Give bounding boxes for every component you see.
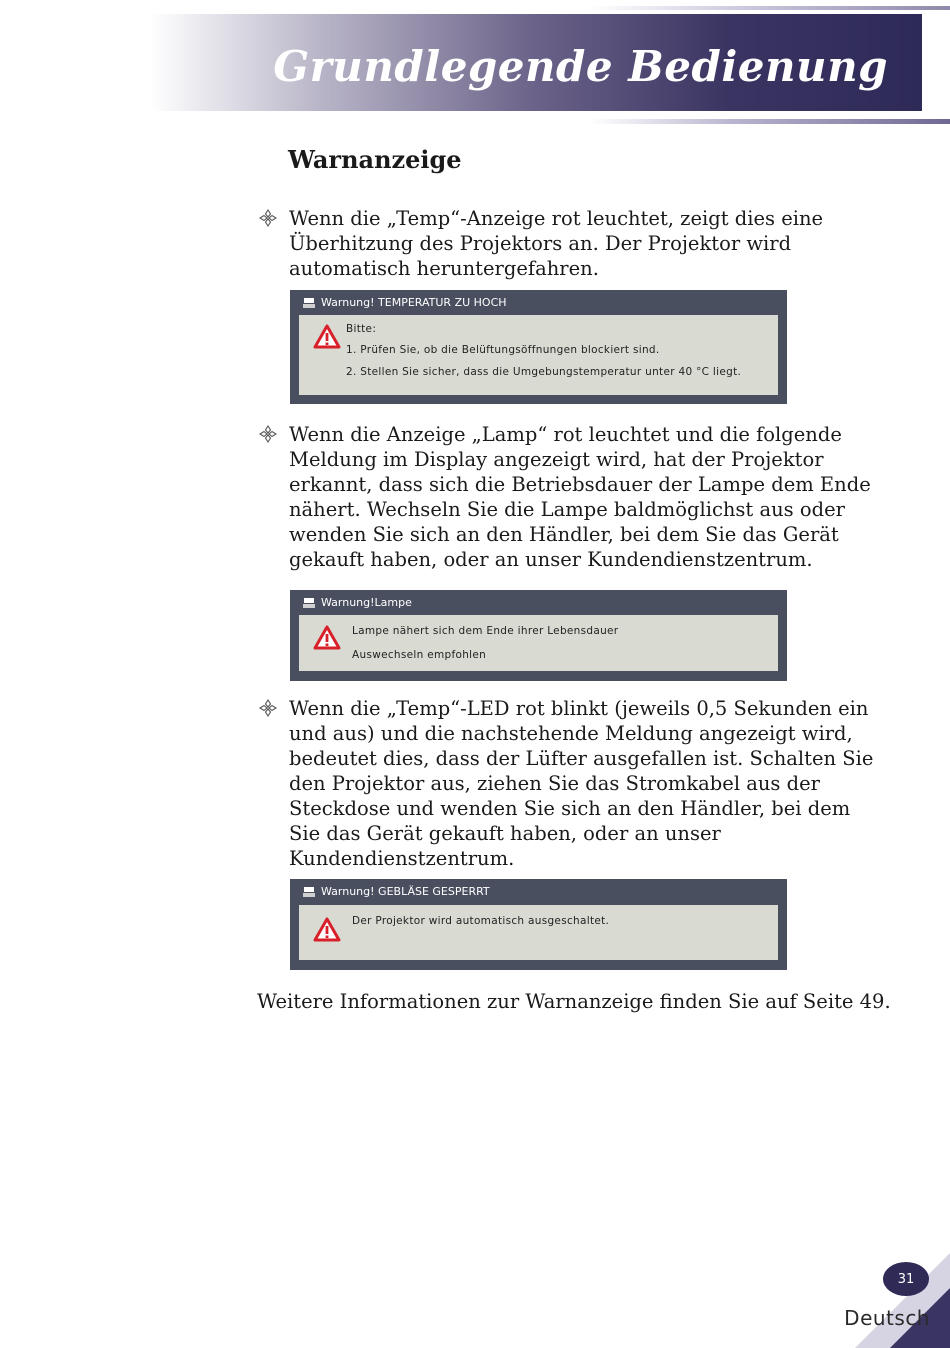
warning-dialog-lamp — [290, 590, 787, 681]
bullet-text: Wenn die „Temp“-Anzeige rot leuchtet, zeigt dies eine Überhitzung des Projektors an. Der Projektor wird automatisch heruntergefahren. — [289, 207, 824, 280]
dialog-title-bar — [290, 290, 787, 315]
page-number: 31 — [883, 1262, 929, 1296]
reference-note: Weitere Informationen zur Warnanzeige finden Sie auf Seite 49. — [257, 990, 891, 1013]
chapter-title: Grundlegende Bedienung — [273, 42, 888, 91]
dialog-title: Warnung! GEBLÄSE GESPERRT — [321, 885, 490, 898]
dialog-title: Warnung!Lampe — [321, 596, 412, 609]
warning-triangle-icon — [313, 625, 341, 650]
projector-icon — [302, 886, 316, 898]
dialog-line: Bitte: — [346, 323, 377, 335]
four-diamond-bullet-icon — [258, 208, 278, 228]
bullet-item — [258, 696, 878, 871]
projector-icon — [302, 597, 316, 609]
dialog-title-bar — [290, 590, 787, 615]
dialog-line: Auswechseln empfohlen — [352, 649, 487, 661]
four-diamond-bullet-icon — [258, 698, 278, 718]
section-title: Warnanzeige — [288, 145, 462, 174]
dialog-line: Lampe nähert sich dem Ende ihrer Lebensdauer — [352, 625, 619, 637]
dialog-line: Der Projektor wird automatisch ausgeschaltet. — [352, 915, 610, 927]
header-line-bottom — [590, 119, 950, 124]
bullet-text: Wenn die Anzeige „Lamp“ rot leuchtet und die folgende Meldung im Display angezeigt wird, hat der Projektor erkannt, dass sich die Betriebsdauer der Lampe dem Ende nähert. Wechseln Sie die Lampe baldmöglichst aus oder wenden Sie sich an den Händler, bei dem Sie das Gerät gekauft haben, oder an unser Kundendienstzentrum. — [289, 423, 871, 571]
warning-triangle-icon — [313, 324, 341, 349]
warning-dialog-fan — [290, 879, 787, 970]
bullet-item — [258, 206, 878, 281]
dialog-body — [299, 615, 778, 671]
dialog-body — [299, 905, 778, 960]
language-label: Deutsch — [844, 1306, 930, 1330]
header-line-top — [590, 6, 950, 10]
dialog-body — [299, 315, 778, 395]
dialog-title: Warnung! TEMPERATUR ZU HOCH — [321, 296, 507, 309]
dialog-line: 1. Prüfen Sie, ob die Belüftungsöffnungen blockiert sind. — [346, 344, 660, 356]
dialog-line: 2. Stellen Sie sicher, dass die Umgebungstemperatur unter 40 °C liegt. — [346, 366, 742, 378]
projector-icon — [302, 297, 316, 309]
bullet-item — [258, 422, 878, 572]
bullet-text: Wenn die „Temp“-LED rot blinkt (jeweils 0,5 Sekunden ein und aus) und die nachstehende Meldung angezeigt wird, bedeutet dies, dass der Lüfter ausgefallen ist. Schalten Sie den Projektor aus, ziehen Sie das Stromkabel aus der Steckdose und wenden Sie sich an den Händler, bei dem Sie das Gerät gekauft haben, oder an unser Kundendienstzentrum. — [289, 697, 874, 870]
dialog-title-bar — [290, 879, 787, 904]
four-diamond-bullet-icon — [258, 424, 278, 444]
warning-dialog-temperature — [290, 290, 787, 404]
warning-triangle-icon — [313, 917, 341, 942]
